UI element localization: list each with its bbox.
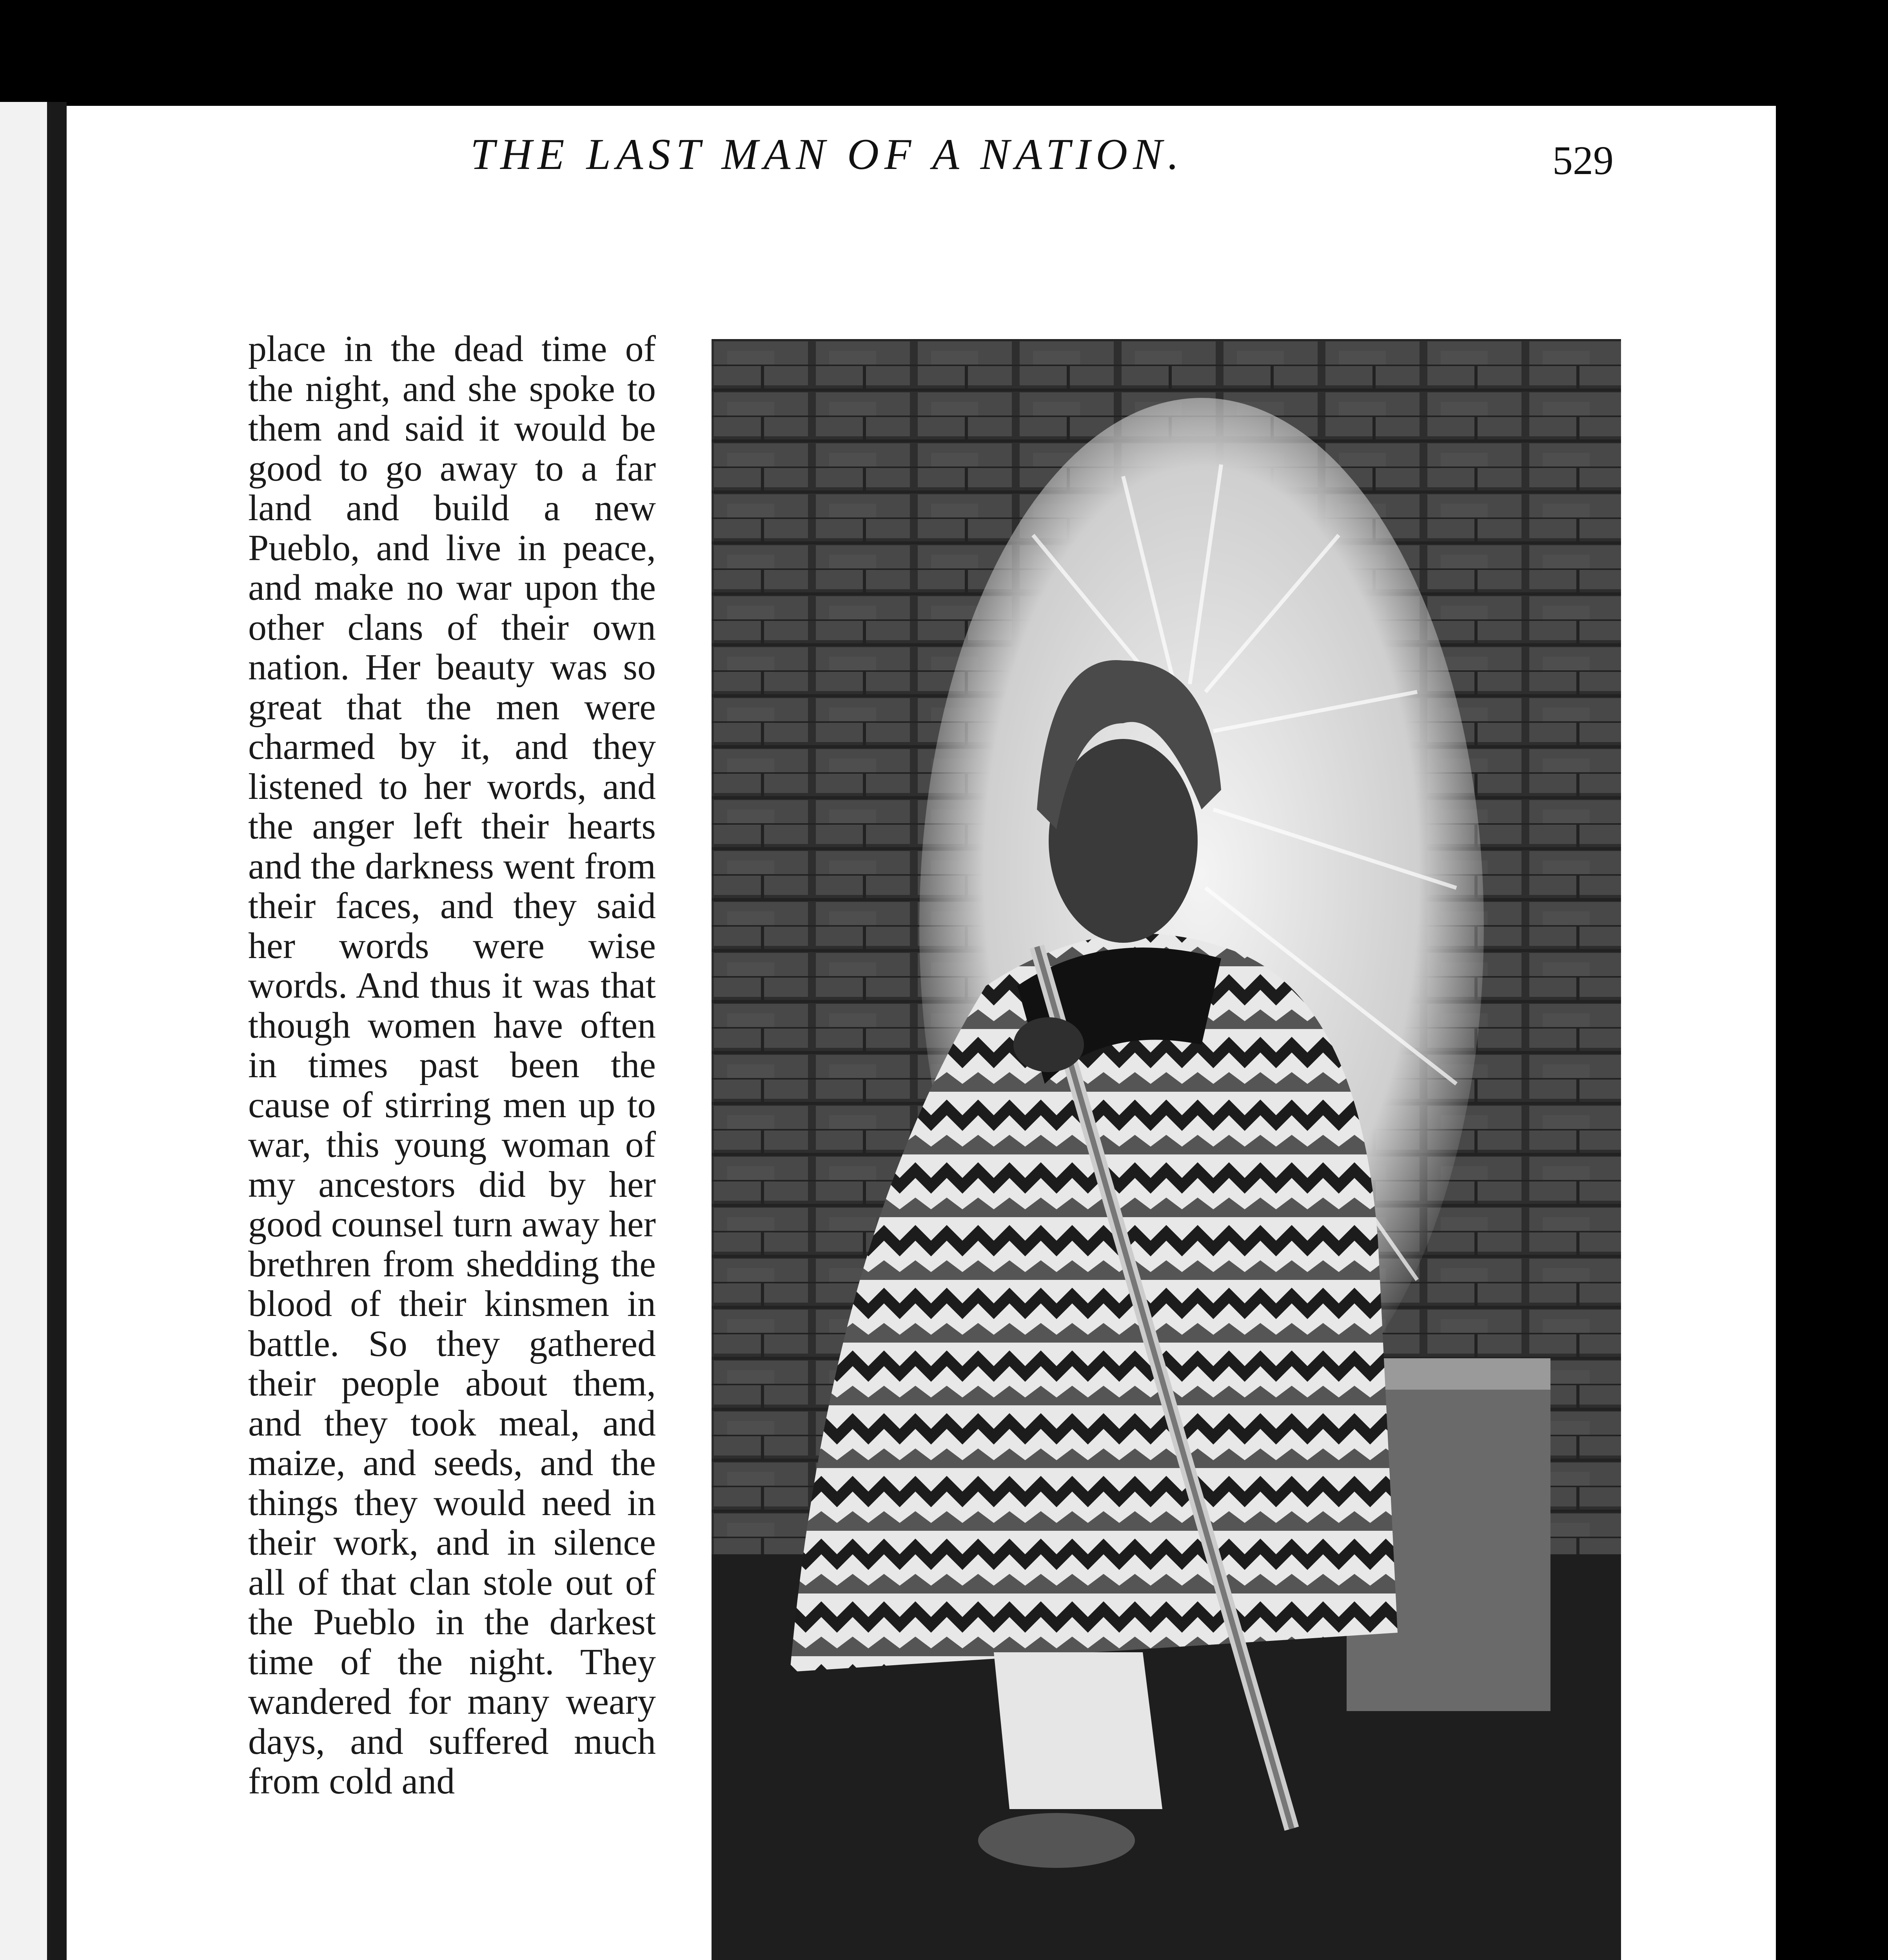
- pueblo-warrior-photo: [712, 339, 1621, 1960]
- leggings: [994, 1652, 1162, 1809]
- moccasin: [978, 1813, 1135, 1868]
- page-number: 529: [1552, 138, 1614, 183]
- photo-artwork: [712, 339, 1621, 1960]
- adjacent-page-edge: [0, 102, 47, 1960]
- running-title: THE LAST MAN OF A NATION.: [470, 130, 1184, 179]
- warrior-hand: [1013, 1017, 1084, 1072]
- article-column-top-left: place in the dead time of the night, and she spoke to them and said it would be good to go away to a far land and build a new Pueblo, and live in peace, and make no war upon the other clans of their own nation. Her beauty was so great that the men were charmed by it, and they listened to her words, and the anger left their hearts and the darkness went from their faces, and they said her words were wise words. And thus it was that though women have often in times past been the cause of stirring men up to war, this young woman of my ancestors did by her good counsel turn away her brethren from shedding the blood of their kinsmen in battle. So they gathered their people about them, and they took meal, and maize, and seeds, and the things they would need in their work, and in silence all of that clan stole out of the Pueblo in the darkest time of the night. They wandered for many weary days, and suffered much from cold and: [248, 328, 656, 1802]
- book-gutter: [47, 102, 67, 1960]
